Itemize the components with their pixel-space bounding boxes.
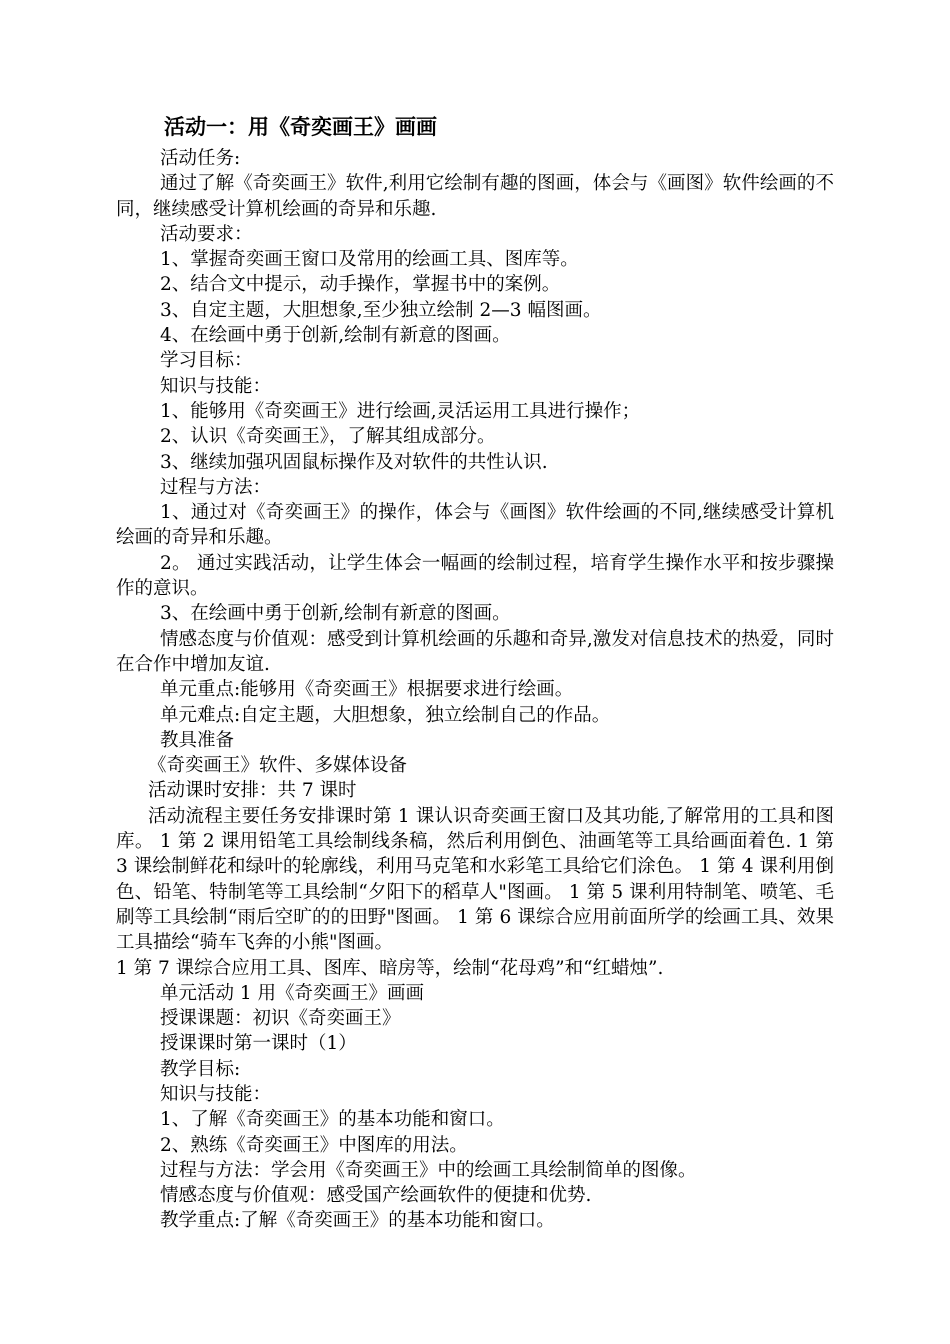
paragraph: 过程与方法：学会用《奇奕画王》中的绘画工具绘制简单的图像。	[160, 1159, 697, 1181]
paragraph: 学习目标：	[160, 350, 253, 372]
paragraph: 过程与方法：	[160, 476, 272, 498]
paragraph: 3、继续加强巩固鼠标操作及对软件的共性认识.	[160, 451, 548, 473]
paragraph: 单元活动 1 用《奇奕画王》画画	[160, 982, 425, 1004]
paragraph: 3、自定主题，大胆想象,至少独立绘制 2—3 幅图画。	[160, 299, 602, 321]
paragraph: 2、结合文中提示，动手操作，掌握书中的案例。	[160, 274, 561, 296]
paragraph: 活动课时安排：共 7 课时	[148, 780, 357, 802]
paragraph: 1、掌握奇奕画王窗口及常用的绘画工具、图库等。	[160, 249, 579, 271]
document-title: 活动一：用《奇奕画王》画画	[164, 115, 437, 139]
paragraph: 活动任务:	[160, 148, 241, 169]
paragraph: 单元重点:能够用《奇奕画王》根据要求进行绘画。	[160, 679, 574, 701]
paragraph: 活动流程主要任务安排课时第 1 课认识奇奕画王窗口及其功能,了解常用的工具和图库。 1 第 2 课用铅笔工具绘制线条稿，然后利用倒色、油画笔等工具给画面着色. 1 第 3 课绘制鲜花和绿叶的轮廓线，利用马克笔和水彩笔工具给它们涂色。 1 第 4 课利用倒色、铅笔、特制笔等工具绘制“夕阳下的稻草人"图画。 1 第 5 课利用特制笔、喷笔、毛刷等工具绘制“雨后空旷的的田野"图画。 1 第 6 课综合应用前面所学的绘画工具、效果工具描绘“骑车飞奔的小熊"图画。	[116, 805, 834, 954]
paragraph: 1、能够用《奇奕画王》进行绘画,灵活运用工具进行操作；	[160, 400, 641, 422]
paragraph: 情感态度与价值观：感受到计算机绘画的乐趣和奇异,激发对信息技术的热爱，同时在合作中增加友谊.	[116, 628, 834, 675]
paragraph: 1、通过对《奇奕画王》的操作，体会与《画图》软件绘画的不同,继续感受计算机绘画的奇异和乐趣。	[116, 502, 834, 549]
paragraph: 教学重点:了解《奇奕画王》的基本功能和窗口。	[160, 1210, 555, 1232]
paragraph: 知识与技能：	[160, 375, 272, 397]
paragraph: 3、在绘画中勇于创新,绘制有新意的图画。	[160, 603, 511, 625]
paragraph: 情感态度与价值观：感受国产绘画软件的便捷和优势.	[160, 1185, 592, 1207]
paragraph: 教具准备	[160, 729, 235, 751]
paragraph: 2、熟练《奇奕画王》中图库的用法。	[160, 1134, 468, 1156]
paragraph: 知识与技能：	[160, 1083, 272, 1105]
paragraph: 通过了解《奇奕画王》软件,利用它绘制有趣的图画，体会与《画图》软件绘画的不同，继续感受计算机绘画的奇异和乐趣.	[116, 173, 834, 220]
document-body	[116, 110, 834, 1234]
paragraph: 教学目标:	[160, 1058, 241, 1080]
paragraph: 4、在绘画中勇于创新,绘制有新意的图画。	[160, 325, 511, 347]
paragraph: 授课课时第一课时（1）	[160, 1033, 357, 1055]
paragraph: 2。 通过实践活动，让学生体会一幅画的绘制过程，培育学生操作水平和按步骤操作的意识。	[116, 552, 834, 600]
paragraph: 单元难点:自定主题，大胆想象，独立绘制自己的作品。	[160, 704, 611, 726]
paragraph: 2、认识《奇奕画王》，了解其组成部分。	[160, 426, 496, 448]
paragraph: 《奇奕画王》软件、多媒体设备	[148, 755, 408, 777]
paragraph: 授课课题：初识《奇奕画王》	[160, 1008, 401, 1030]
paragraph: 1 第 7 课综合应用工具、图库、暗房等，绘制“花母鸡”和“红蜡烛”.	[116, 957, 664, 979]
paragraph: 活动要求：	[160, 223, 253, 245]
paragraph: 1、了解《奇奕画王》的基本功能和窗口。	[160, 1109, 505, 1131]
